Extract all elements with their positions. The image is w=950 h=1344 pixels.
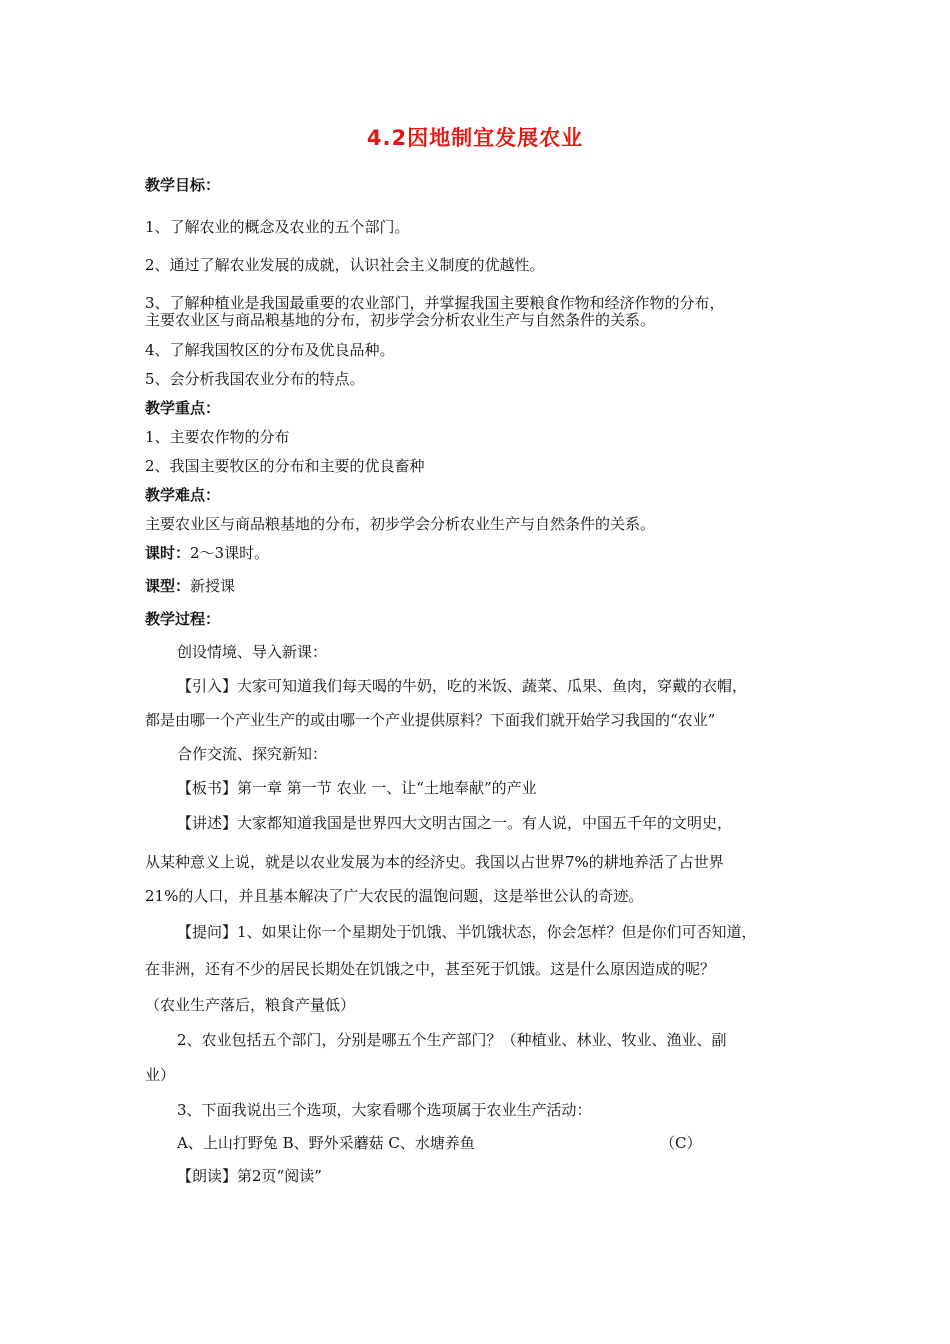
key-points-heading: 教学重点： — [145, 399, 221, 417]
objective-5: 5、会分析我国农业分布的特点。 — [145, 370, 365, 388]
process-answer: （C） — [660, 1134, 702, 1152]
process-line: 【讲述】大家都知道我国是世界四大文明古国之一。有人说，中国五千年的文明史， — [177, 814, 733, 832]
difficulty-heading: 教学难点： — [145, 486, 221, 504]
process-line: 3、下面我说出三个选项，大家看哪个选项属于农业生产活动： — [177, 1101, 592, 1119]
process-line: 都是由哪一个产业生产的或由哪一个产业提供原料？下面我们就开始学习我国的“农业” — [145, 711, 716, 729]
document-title: 4.2因地制宜发展农业 — [366, 126, 584, 150]
process-line: （农业生产落后，粮食产量低） — [145, 996, 356, 1014]
key-point-2: 2、我国主要牧区的分布和主要的优良畜种 — [145, 457, 425, 475]
process-options: A、上山打野兔 B、野外采蘑菇 C、水塘养鱼 — [177, 1134, 475, 1152]
process-line: 【板书】第一章 第一节 农业 一、让“土地奉献”的产业 — [177, 779, 537, 797]
objectives-heading: 教学目标： — [145, 176, 221, 194]
objective-2: 2、通过了解农业发展的成就，认识社会主义制度的优越性。 — [145, 256, 545, 274]
process-line: 21%的人口，并且基本解决了广大农民的温饱问题，这是举世公认的奇迹。 — [145, 887, 644, 905]
process-line: 在非洲，还有不少的居民长期处在饥饿之中，甚至死于饥饿。这是什么原因造成的呢？ — [145, 960, 716, 978]
process-intro: 创设情境、导入新课： — [177, 643, 328, 661]
process-line: 【朗读】第2页“阅读” — [177, 1167, 322, 1185]
hours-value: 2～3课时。 — [190, 544, 270, 562]
objective-3-line-1: 3、了解种植业是我国最重要的农业部门，并掌握我国主要粮食作物和经济作物的分布， — [145, 294, 725, 312]
process-line: 从某种意义上说，就是以农业发展为本的经济史。我国以占世界7%的耕地养活了占世界 — [145, 853, 724, 871]
objective-1: 1、了解农业的概念及农业的五个部门。 — [145, 218, 410, 236]
hours-label: 课时： — [145, 544, 191, 562]
process-heading: 教学过程： — [145, 610, 221, 628]
process-subheading: 合作交流、探究新知： — [177, 745, 328, 763]
type-line — [145, 577, 235, 595]
objective-3-line-2: 主要农业区与商品粮基地的分布，初步学会分析农业生产与自然条件的关系。 — [145, 311, 656, 329]
process-line: 业） — [145, 1066, 176, 1084]
process-line: 2、农业包括五个部门，分别是哪五个生产部门？（种植业、林业、牧业、渔业、副 — [177, 1031, 727, 1049]
difficulty-text: 主要农业区与商品粮基地的分布，初步学会分析农业生产与自然条件的关系。 — [145, 515, 656, 533]
hours-line — [145, 544, 269, 562]
type-label: 课型： — [145, 577, 191, 595]
objective-4: 4、了解我国牧区的分布及优良品种。 — [145, 341, 395, 359]
process-line: 【引入】大家可知道我们每天喝的牛奶，吃的米饭、蔬菜、瓜果、鱼肉，穿戴的衣帽， — [177, 677, 748, 695]
process-line: 【提问】1、如果让你一个星期处于饥饿、半饥饿状态，你会怎样？但是你们可否知道， — [177, 923, 757, 941]
key-point-1: 1、主要农作物的分布 — [145, 428, 290, 446]
type-value: 新授课 — [190, 577, 236, 595]
